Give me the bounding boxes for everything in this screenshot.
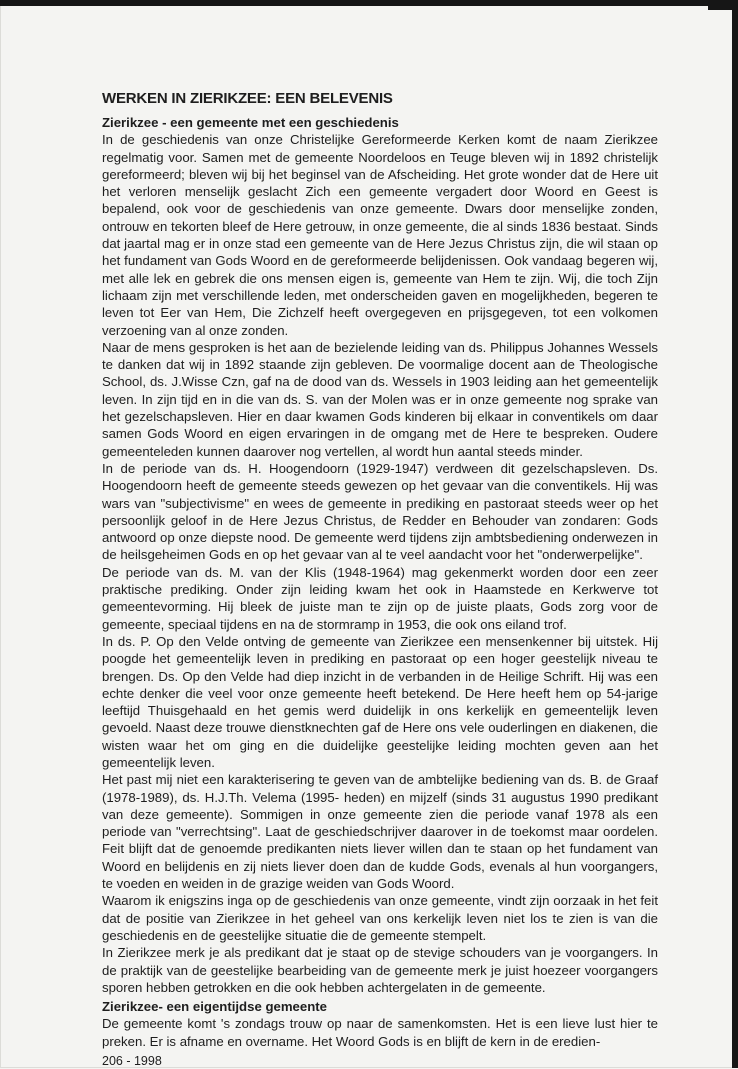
paragraph: Waarom ik enigszins inga op de geschiedenis van onze gemeente, vindt zijn oorzaak in het feit dat de positie van Zierikzee in het geheel van ons kerkelijk leven niet los te zien is van die geschiedenis en de geestelijke situatie die de gemeente stempelt. — [102, 893, 658, 943]
paragraph: In de periode van ds. H. Hoogendoorn (1929-1947) verdween dit gezelschapsleven. Ds. Hoogendoorn heeft de gemeente steeds gewezen op het gevaar van die conventikels. Hij was wars van "subjectivisme" en wees de gemeente in prediking en pastoraat steeds weer op het persoonlijk geloof in de Here Jezus Christus, de Redder en Behouder van zondaren: Gods antwoord op onze diepste nood. De gemeente werd tijdens zijn ambtsbediening onderwezen in de heilsgeheimen Gods en op het gevaar van al te veel aandacht voor het "onderwerpelijke". — [102, 460, 658, 563]
section-heading: Zierikzee - een gemeente met een geschiedenis — [102, 115, 399, 130]
page-number: 206 - 1998 — [102, 1054, 162, 1069]
paragraph: Het past mij niet een karakterisering te geven van de ambtelijke bediening van ds. B. de Graaf (1978-1989), ds. H.J.Th. Velema (1995- heden) en mijzelf (sinds 31 augustus 1990 predikant van deze gemeente). Sommigen in onze gemeente zien die periode vanaf 1978 als een periode van "verrechtsing". Laat de geschiedschrijver daarover in de toekomst maar oordelen. Feit blijft dat de genoemde predikanten niets liever willen dan te staan op het fundament van Woord en belijdenis en zij niets liever doen dan de kudde Gods, evenals al hun voorgangers, te voeden en weiden in de grazige weiden van Gods Woord. — [102, 772, 658, 892]
section-heading: Zierikzee- een eigentijdse gemeente — [102, 999, 328, 1015]
section-contemporary — [102, 998, 658, 1050]
scan-border-corner — [708, 0, 738, 10]
scan-border-top — [0, 0, 738, 6]
paragraph: In de geschiedenis van onze Christelijke Gereformeerde Kerken komt de naam Zierikzee regelmatig voor. Samen met de gemeente Noordeloos en Teuge bleven wij in 1892 christelijk gereformeerd; bleven wij bij het beginsel van de Afscheiding. Het grote wonder dat de Here uit het verloren menselijk geslacht Zich een gemeente vergadert door Woord en Geest is bepalend, ook voor de geschiedenis van onze gemeente. Dwars door menselijke zonden, ontrouw en tekorten bleef de Here getrouw, in onze gemeente, die al sinds 1836 bestaat. Sinds dat jaartal mag er in onze stad een gemeente van de Here Jezus Christus zijn, die wil staan op het fundament van Gods Woord en de gereformeerde belijdenissen. Ook vandaag begeren wij, met alle lek en gebrek die ons mensen eigen is, gemeente van Hem te zijn. Wij, die toch Zijn lichaam zijn met verschillende leden, met onderscheiden gaven en mogelijkheden, begeren te leven tot Eer van Hem, Die Zichzelf heeft overgegeven en prijsgegeven, tot een volkomen verzoening van al onze zonden. — [102, 132, 658, 338]
scan-border-right — [732, 0, 738, 1068]
section-history — [102, 114, 658, 996]
paragraph: In Zierikzee merk je als predikant dat je staat op de stevige schouders van je voorgangers. In de praktijk van de geestelijke bearbeiding van de gemeente merk je juist hoezeer voorgangers sporen hebben getrokken en die ook hebben achtergelaten in de gemeente. — [102, 945, 658, 995]
paragraph: De gemeente komt 's zondags trouw op naar de samenkomsten. Het is een lieve lust hier te preken. Er is afname en overname. Het Woord Gods is en blijft de kern in de eredien- — [102, 1016, 658, 1049]
article — [102, 90, 658, 1069]
paragraph: Naar de mens gesproken is het aan de bezielende leiding van ds. Philippus Johannes Wessels te danken dat wij in 1892 staande zijn gebleven. De voormalige docent aan de Theologische School, ds. J.Wisse Czn, gaf na de dood van ds. Wessels in 1903 leiding aan het gemeentelijk leven. In zijn tijd en in die van ds. S. van der Molen was er in onze gemeente nog sprake van het gezelschapsleven. Hier en daar kwamen Gods kinderen bij elkaar in conventikels om daar samen Gods Woord en eigen ervaringen in de omgang met de Here te bespreken. Oudere gemeenteleden kunnen daarover nog vertellen, al wordt hun aantal steeds minder. — [102, 339, 658, 459]
paragraph: De periode van ds. M. van der Klis (1948-1964) mag gekenmerkt worden door een zeer praktische prediking. Onder zijn leiding kwam het ook in Haamstede en Kerkwerve tot gemeentevorming. Hij bleek de juiste man te zijn op de juiste plaats, Gods zorg voor de gemeente, speciaal tijdens en na de stormramp in 1953, die ook ons eiland trof. — [102, 564, 658, 632]
article-title: WERKEN IN ZIERIKZEE: EEN BELEVENIS — [102, 90, 393, 107]
paragraph: In ds. P. Op den Velde ontving de gemeente van Zierikzee een mensenkenner bij uitstek. Hij poogde het gemeentelijk leven in prediking en pastoraat op een hoger geestelijk niveau te brengen. Ds. Op den Velde had diep inzicht in de verbanden in de Heilige Schrift. Hij was een echte denker die veel voor onze gemeente heeft betekend. De Here heeft hem op 54-jarige leeftijd Thuisgehaald en het gemis werd duidelijk in ons kerkelijk en gemeentelijk leven gevoeld. Naast deze trouwe dienstknechten gaf de Here ons vele ouderlingen en diakenen, die wisten waar het om ging en die duidelijke geestelijke leiding mochten geven aan het gemeentelijk leven. — [102, 633, 658, 770]
